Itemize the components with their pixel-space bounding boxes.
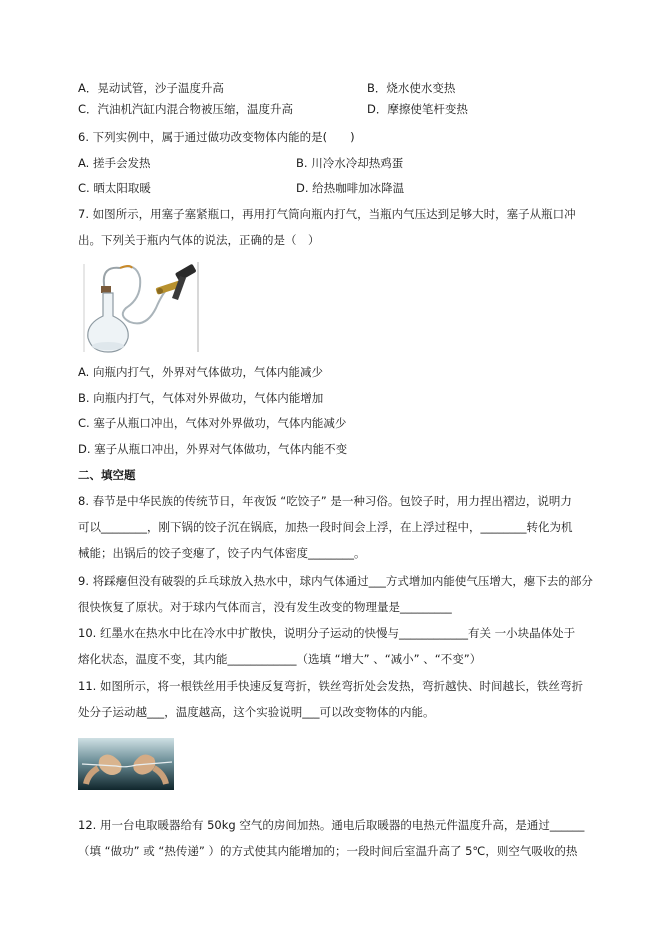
q12-line-1: 12. 用一台电取暖器给有 50kg 空气的房间加热。通电后取暖器的电热元件温度升高，是通过______ — [78, 818, 585, 832]
q6-option-a: A. 搓手会发热 — [78, 156, 151, 170]
q10-line-1: 10. 红墨水在热水中比在冷水中扩散快，说明分子运动的快慢与____________有关 一小块晶体处于 — [78, 626, 576, 640]
q7-option-c: C. 塞子从瓶口冲出，气体对外界做功，气体内能减少 — [78, 416, 347, 430]
q12-line-2: （填 “做功” 或 “热传递” ）的方式使其内能增加的；一段时间后室温升高了 5℃，则空气吸收的热 — [78, 844, 578, 858]
q7-option-d: D. 塞子从瓶口冲出，外界对气体做功，气体内能不变 — [78, 442, 348, 456]
q7-option-b: B. 向瓶内打气，气体对外界做功，气体内能增加 — [78, 391, 324, 405]
q10-line-2: 熔化状态，温度不变，其内能____________（选填 “增大” 、“减小” 、“不变”） — [78, 652, 482, 666]
q9-line-1: 9. 将踩瘪但没有破裂的乒乓球放入热水中，球内气体通过___方式增加内能使气压增大，瘪下去的部分 — [78, 574, 593, 588]
flask-pump-figure — [80, 258, 202, 354]
q5-option-d: D．摩擦使笔杆变热 — [367, 102, 468, 116]
q6-option-c: C. 晒太阳取暖 — [78, 181, 151, 195]
q11-line-2: 处分子运动越___，温度越高，这个实验说明___可以改变物体的内能。 — [78, 705, 435, 719]
q7-option-a: A. 向瓶内打气，外界对气体做功，气体内能减少 — [78, 365, 323, 379]
q6-stem: 6. 下列实例中，属于通过做功改变物体内能的是( ) — [78, 130, 355, 144]
q8-line-3: 械能；出锅后的饺子变瘪了，饺子内气体密度________。 — [78, 546, 366, 560]
q8-line-2: 可以________，刚下锅的饺子沉在锅底，加热一段时间会上浮，在上浮过程中，________转化为机 — [78, 520, 573, 534]
q6-option-b: B. 川冷水冷却热鸡蛋 — [296, 156, 404, 170]
bending-wire-figure — [78, 738, 174, 790]
q7-stem-line-1: 7. 如图所示，用塞子塞紧瓶口，再用打气筒向瓶内打气，当瓶内气压达到足够大时，塞子从瓶口冲 — [78, 207, 576, 221]
q6-option-d: D. 给热咖啡加冰降温 — [296, 181, 405, 195]
q7-stem-line-2: 出。下列关于瓶内气体的说法，正确的是（ ） — [78, 233, 320, 247]
q5-option-c: C．汽油机汽缸内混合物被压缩，温度升高 — [78, 102, 294, 116]
q8-line-1: 8. 春节是中华民族的传统节日，年夜饭 “吃饺子” 是一种习俗。包饺子时，用力捏出褶边，说明力 — [78, 494, 572, 508]
q11-line-1: 11. 如图所示，将一根铁丝用手快速反复弯折，铁丝弯折处会发热，弯折越快、时间越长，铁丝弯折 — [78, 679, 583, 693]
q5-option-b: B．烧水使水变热 — [367, 81, 456, 95]
q5-option-a: A．晃动试管，沙子温度升高 — [78, 81, 224, 95]
section-title: 二、填空题 — [78, 468, 136, 482]
q9-line-2: 很快恢复了原状。对于球内气体而言，没有发生改变的物理量是_________ — [78, 600, 452, 614]
